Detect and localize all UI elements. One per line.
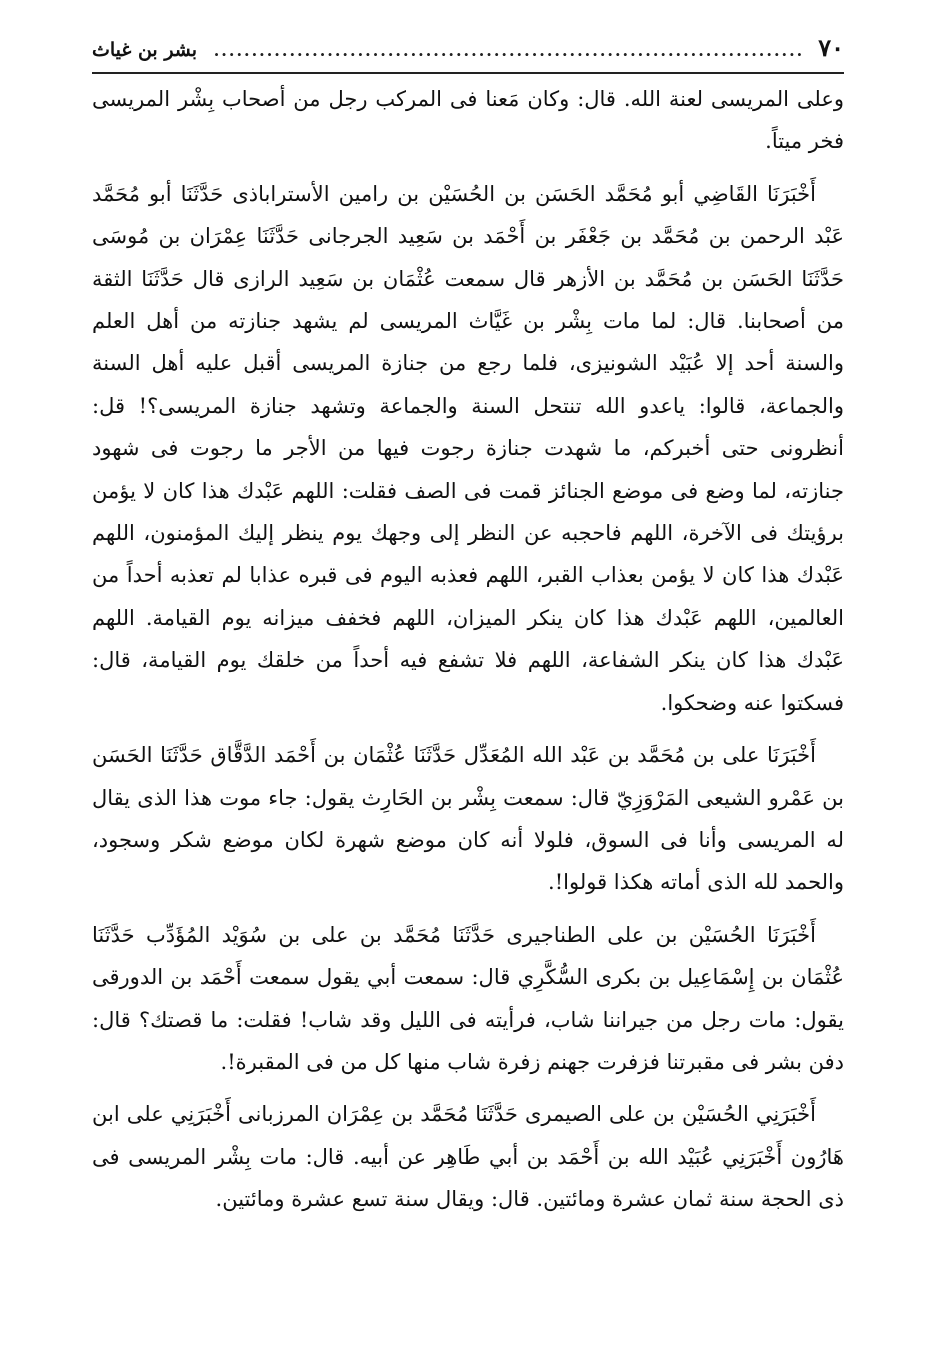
running-title: بشر بن غياث [92,39,198,61]
paragraph-4: أَخْبَرَنَا الحُسَيْن بن على الطناجيرى حَدَّثَنَا مُحَمَّد بن على بن سُوَيْد المُؤَدِّب حَدَّثَنَا عُثْمَان بن إِسْمَاعِيل بن بكرى السُّكَّرِي قال: سمعت أبي يقول سمعت أَحْمَد بن الدورقى يقول: مات رجل من جيراننا شاب، فرأيته فى الليل وقد شاب! فقلت: ما قصتك؟ قال: دفن بشر فى مقبرتنا فزفرت جهنم زفرة شاب منها كل من فى المقبرة!. [92,922,844,1074]
paragraph-2: أَخْبَرَنَا القَاضِي أبو مُحَمَّد الحَسَن بن الحُسَيْن بن رامين الأستراباذى حَدَّثَنَا أبو مُحَمَّد عَبْد الرحمن بن مُحَمَّد بن جَعْفَر بن أَحْمَد بن سَعِيد الجرجانى حَدَّثَنَا عِمْرَان بن مُوسَى حَدَّثَنَا الحَسَن بن مُحَمَّد بن الأزهر قال سمعت عُثْمَان بن سَعِيد الرازى قال حَدَّثَنَا الثقة من أصحابنا. قال: لما مات بِشْر بن غَيَّاث المريسى لم يشهد جنازته من أهل العلم والسنة أحد إلا عُبَيْد الشونيزى، فلما رجع من جنازة المريسى أقبل عليه أهل السنة والجماعة، قالوا: ياعدو الله تنتحل السنة والجماعة وتشهد جنازة المريسى؟! قل: أنظرونى حتى أخبركم، ما شهدت جنازة رجوت فيها من الأجر ما رجوت فى شهود جنازته، لما وضع فى موضع الجنائز قمت فى الصف فقلت: اللهم عَبْدك هذا كان لا يؤمن برؤيتك فى الآخرة، اللهم فاحجبه عن النظر إلى وجهك يوم ينظر إليك المؤمنون، اللهم عَبْدك هذا كان لا يؤمن بعذاب القبر، اللهم فعذبه اليوم فى قبره عذابا لم تعذبه أحداً من العالمين، اللهم عَبْدك هذا كان ينكر الميزان، اللهم فخفف ميزانه يوم القيامة. اللهم عَبْدك هذا كان ينكر الشفاعة، اللهم فلا تشفع فيه أحداً من خلقك يوم القيامة، قال: فسكتوا عنه وضحكوا. [92,181,845,715]
page-number: ٧٠ [818,33,844,62]
page-header [92,28,844,74]
paragraph-1: وعلى المريسى لعنة الله. قال: وكان مَعنا فى المركب رجل من أصحاب بِشْر المريسى فخر ميتاً. [92,87,844,154]
page-body [92,78,844,1221]
leader-dots [211,31,804,71]
paragraph-5: أَخْبَرَنِي الحُسَيْن بن على الصيمرى حَدَّثَنَا مُحَمَّد بن عِمْرَان المرزبانى أَخْبَرَنِي على ابن هَارُون أَخْبَرَنِي عُبَيْد الله بن أَحْمَد بن أبي طَاهِر عن أبيه. قال: مات بِشْر المريسى فى ذى الحجة سنة ثمان عشرة ومائتين. قال: ويقال سنة تسع عشرة ومائتين. [92,1102,844,1212]
book-page [92,28,844,1231]
paragraph-3: أَخْبَرَنَا على بن مُحَمَّد بن عَبْد الله المُعَدِّل حَدَّثَنَا عُثْمَان بن أَحْمَد الدَّقَّاق حَدَّثَنَا الحَسَن بن عَمْرو الشيعى المَرْوَزِيّ قال: سمعت بِشْر بن الحَارِث يقول: جاء موت هذا الذى يقال له المريسى وأنا فى السوق، فلولا أنه كان موضع شهرة لكان موضع شكر وسجود، والحمد لله الذى أماته هكذا قولوا!. [92,743,845,895]
